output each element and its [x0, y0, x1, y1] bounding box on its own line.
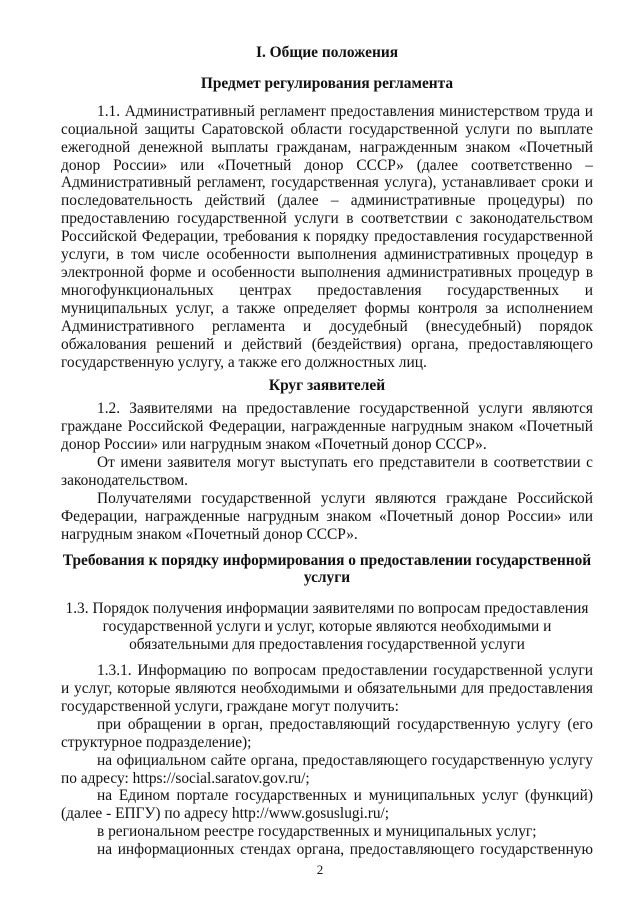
- paragraph-1-2: 1.2. Заявителями на предоставление государственной услуги являются граждане Российской Федерации, награжденные нагрудным знаком «Почетный донор России» или нагрудным знаком «Почетный донор СССР».: [61, 400, 593, 454]
- paragraph-organ: при обращении в орган, предоставляющий государственную услугу (его структурное подразделение);: [61, 715, 593, 751]
- applicants-heading: Круг заявителей: [268, 377, 386, 395]
- page-number: 2: [316, 862, 324, 877]
- paragraph-representatives: От имени заявителя могут выступать его представители в соответствии с законодательством.: [61, 454, 593, 489]
- paragraph-registry: в региональном реестре государственных и муниципальных услуг;: [97, 823, 537, 841]
- paragraph-epgu: на Едином портале государственных и муниципальных услуг (функций) (далее - ЕПГУ) по адресу http://www.gosuslugi.ru/;: [61, 787, 593, 823]
- section-heading: I. Общие положения: [255, 44, 399, 61]
- paragraph-1-3-1: 1.3.1. Информацию по вопросам предоставлении государственной услуги и услуг, которые являются необходимыми и обязательными для предоставления государственной услуги, граждане могут получить:: [61, 662, 593, 715]
- paragraph-recipients: Получателями государственной услуги являются граждане Российской Федерации, награжденные нагрудным знаком «Почетный донор России» или нагрудным знаком «Почетный донор СССР».: [61, 489, 593, 543]
- paragraph-stands: на информационных стендах органа, предоставляющего государственную: [97, 841, 593, 859]
- procedure-heading: 1.3. Порядок получения информации заявителями по вопросам предоставления государственной услуги и услуг, которые являются необходимыми и обязательными для предоставления государственной услуги: [65, 600, 589, 654]
- informing-heading: Требования к порядку информирования о предоставлении государственной услуги: [62, 551, 592, 587]
- subject-heading: Предмет регулирования регламента: [200, 74, 454, 92]
- paragraph-site: на официальном сайте органа, предоставляющего государственную услугу по адресу: https://social.saratov.gov.ru/;: [61, 751, 593, 787]
- paragraph-1-1: 1.1. Административный регламент предоставления министерством труда и социальной защиты Саратовской области государственной услуги по выплате ежегодной денежной выплаты гражданам, награжденным знаком «Почетный донор России» или «Почетный донор СССР» (далее соответственно – Административный регламент, государственная услуга), устанавливает сроки и последовательность действий (далее – административные процедуры) по предоставлению государственной услуги в соответствии с законодательством Российской Федерации, требования к порядку предоставления государственной услуги, в том числе особенности выполнения административных процедур в электронной форме и особенности выполнения административных процедур в многофункциональных центрах предоставления государственных и муниципальных услуг, а также определяет формы контроля за исполнением Административного регламента и досудебный (внесудебный) порядок обжалования решений и действий (бездействия) органа, предоставляющего государственную услугу, а также его должностных лиц.: [61, 102, 593, 371]
